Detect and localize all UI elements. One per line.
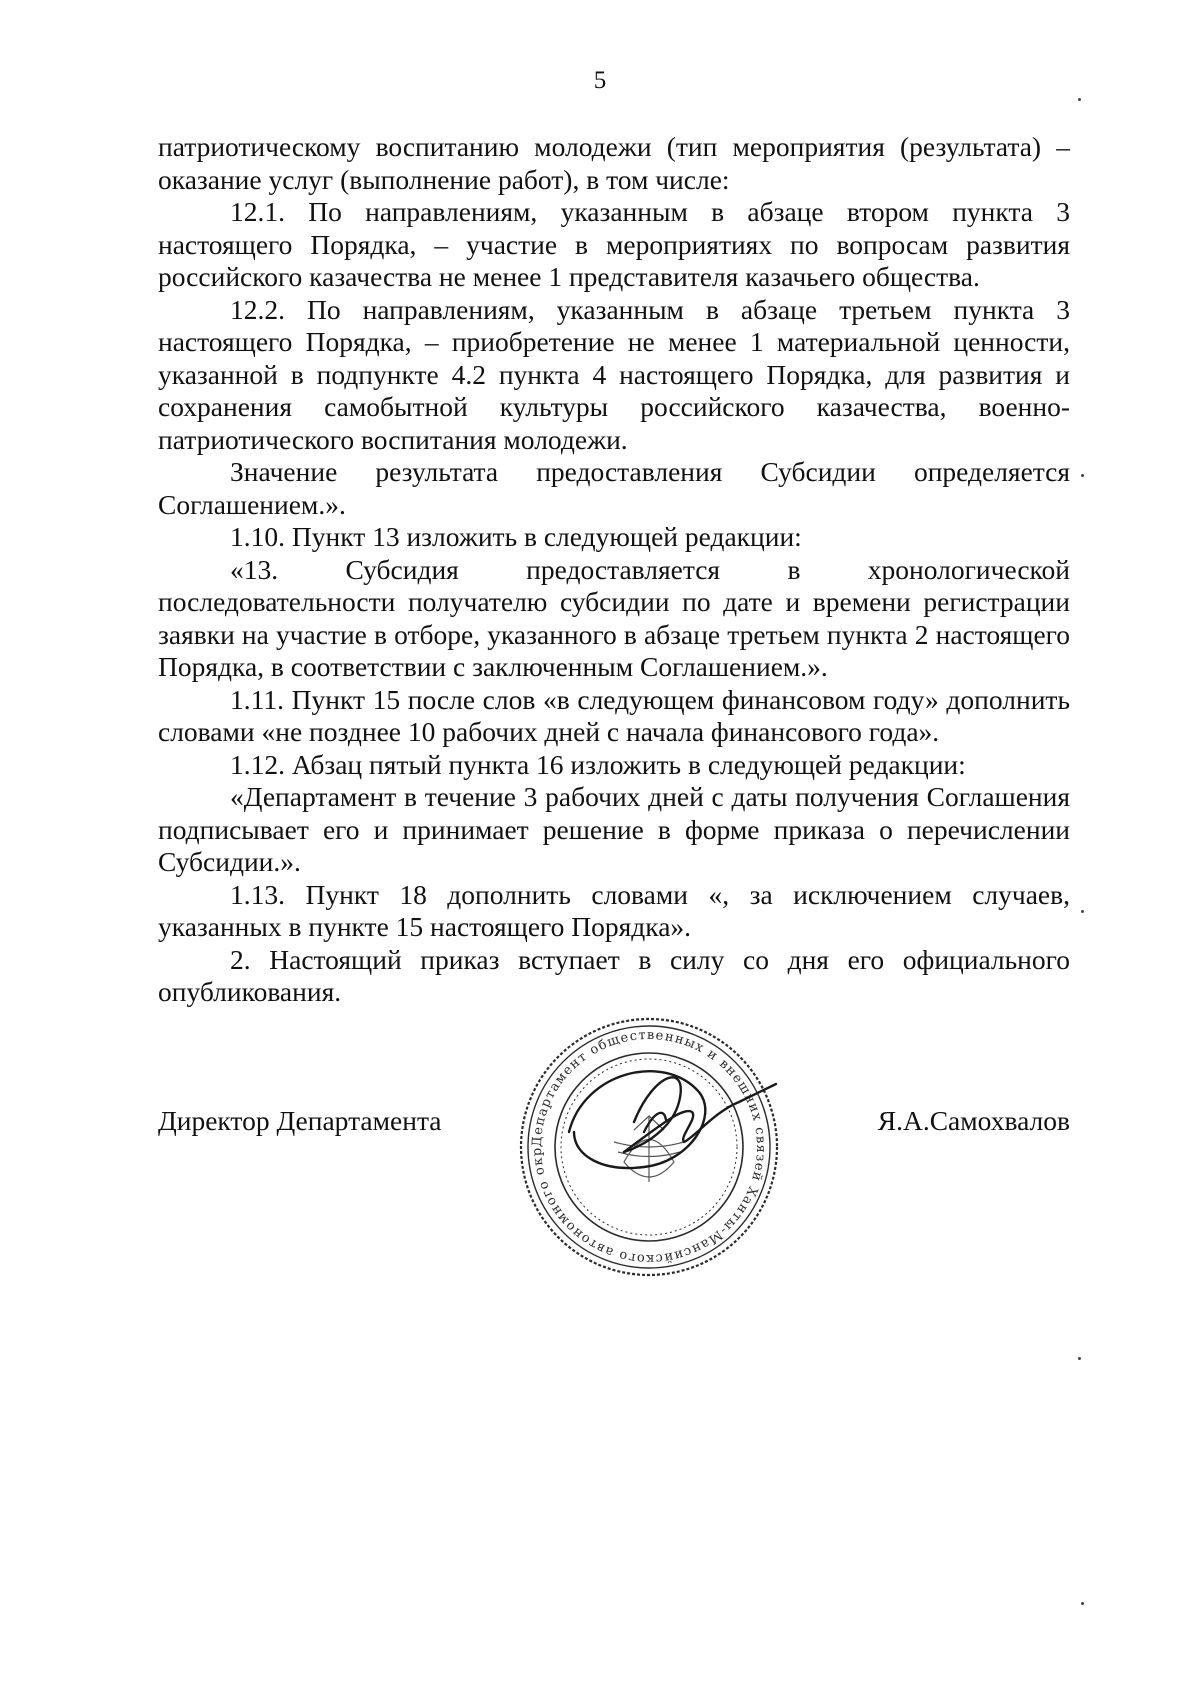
- paragraph: Значение результата предоставления Субсидии определяется Соглашением.».: [158, 456, 1070, 520]
- page-number: 5: [593, 67, 607, 94]
- stamp-seal-icon: [514, 1012, 784, 1282]
- paragraph: 2. Настоящий приказ вступает в силу со дня его официального опубликования.: [158, 943, 1070, 1007]
- paragraph: «Департамент в течение 3 рабочих дней с даты получения Соглашения подписывает его и принимает решение в форме приказа о перечислении Субсидии.».: [158, 781, 1070, 877]
- paragraph: 1.13. Пункт 18 дополнить словами «, за исключением случаев, указанных в пункте 15 настоящего Порядка».: [158, 878, 1070, 942]
- paragraph: 12.2. По направлениям, указанным в абзаце третьем пункта 3 настоящего Порядка, – приобретение не менее 1 материальной ценности, указанной в подпункте 4.2 пункта 4 настоящего Порядка, для развития и сохранения самобытной культуры российского казачества, военно-патриотического воспитания молодежи.: [158, 293, 1070, 455]
- paragraph: патриотическому воспитанию молодежи (тип мероприятия (результата) – оказание услуг (выполнение работ), в том числе:: [158, 131, 1070, 195]
- paragraph: «13. Субсидия предоставляется в хронологической последовательности получателю субсидии по дате и времени регистрации заявки на участие в отборе, указанного в абзаце третьем пункта 2 настоящего Порядка, в соответствии с заключенным Соглашением.».: [158, 553, 1070, 682]
- stamp-ring-text: Департамент общественных и внешних связей Ханты-Мансийского автономного окр: [529, 1027, 769, 1267]
- signer-name: Я.А.Самохвалов: [877, 1105, 1070, 1136]
- official-stamp-with-signature: [514, 1012, 784, 1282]
- paragraph: 1.11. Пункт 15 после слов «в следующем финансовом году» дополнить словами «не позднее 10 рабочих дней с начала финансового года».: [158, 683, 1070, 747]
- paragraph: 1.12. Абзац пятый пункта 16 изложить в следующей редакции:: [230, 748, 966, 780]
- document-body: [158, 131, 1070, 1009]
- paragraph: 12.1. По направлениям, указанным в абзаце втором пункта 3 настоящего Порядка, – участие в мероприятиях по вопросам развития российского казачества не менее 1 представителя казачьего общества.: [158, 196, 1070, 292]
- signer-title: Директор Департамента: [158, 1105, 442, 1136]
- paragraph: 1.10. Пункт 13 изложить в следующей редакции:: [230, 521, 802, 552]
